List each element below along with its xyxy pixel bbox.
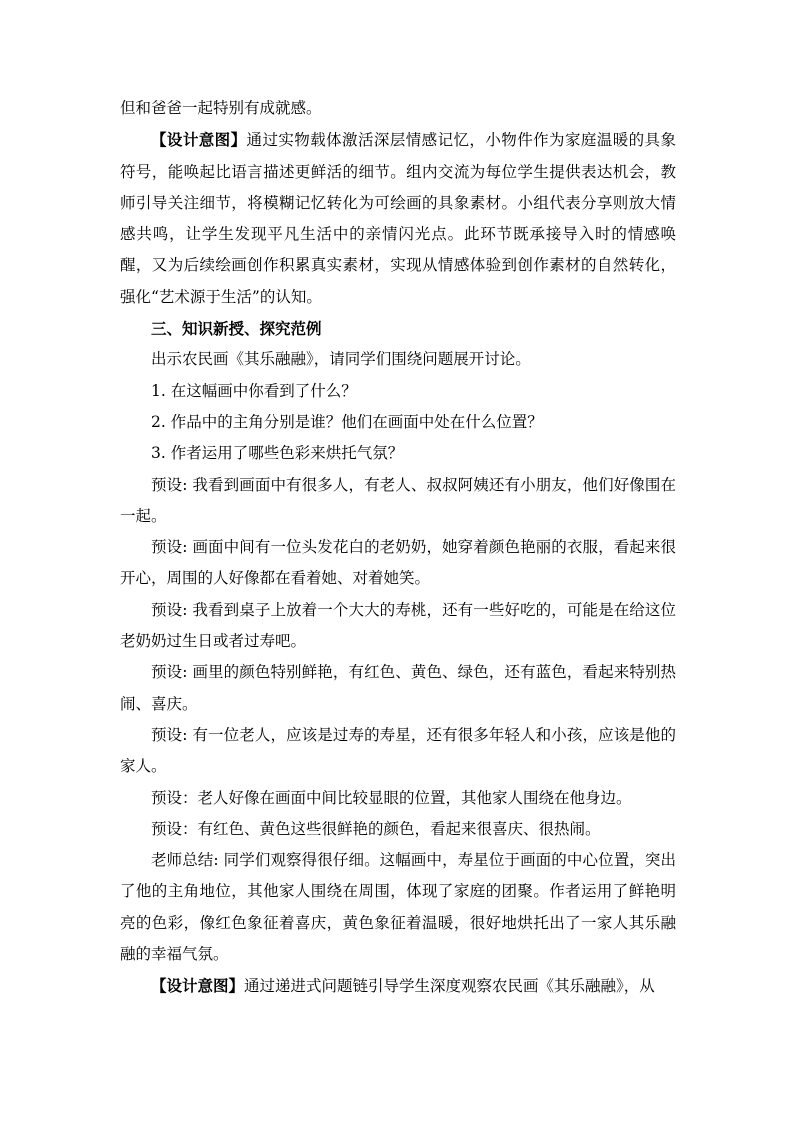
design-intent-label: 【设计意图】 [151, 976, 245, 996]
question-item: 2. 作品中的主角分别是谁？他们在画面中处在什么位置？ [151, 412, 543, 431]
paragraph-preset: 预设: 画面中间有一位头发花白的老奶奶，她穿着颜色艳丽的衣服，看起来很开心，周围的人好像都在看着她、对着她笑。 [120, 538, 676, 588]
paragraph-preset: 预设：老人好像在画面中间比较显眼的位置，其他家人围绕在他身边。 [151, 788, 632, 807]
paragraph-preset: 预设: 有一位老人，应该是过寿的寿星，还有很多年轻人和小孩，应该是他的家人。 [120, 725, 676, 776]
document-body [120, 93, 676, 1003]
paragraph-continuation: 但和爸爸一起特别有成就感。 [120, 99, 322, 117]
paragraph-preset: 预设: 我看到画面中有很多人，有老人、叔叔阿姨还有小朋友，他们好像围在一起。 [120, 475, 676, 525]
paragraph-design-intent: 【设计意图】通过递进式问题链引导学生深度观察农民画《其乐融融》，从 [151, 976, 655, 996]
question-item: 1. 在这幅画中你看到了什么？ [151, 381, 357, 400]
paragraph-preset: 预设：有红色、黄色这些很鲜艳的颜色，看起来很喜庆、很热闹。 [151, 819, 601, 838]
section-heading: 三、知识新授、探究范例 [151, 319, 322, 339]
design-intent-label: 【设计意图】 [151, 130, 247, 150]
question-item: 3. 作者运用了哪些色彩来烘托气氛？ [151, 444, 404, 463]
paragraph-preset: 预设: 画里的颜色特别鲜艳，有红色、黄色、绿色，还有蓝色，看起来特别热闹、喜庆。 [120, 663, 676, 713]
paragraph-intro: 出示农民画《其乐融融》，请同学们围绕问题展开讨论。 [151, 350, 531, 369]
paragraph-preset: 预设: 我看到桌子上放着一个大大的寿桃，还有一些好吃的，可能是在给这位老奶奶过生日或者过寿吧。 [120, 600, 676, 651]
paragraph-design-intent: 【设计意图】通过实物载体激活深层情感记忆，小物件作为家庭温暖的具象符号，能唤起比语言描述更鲜活的细节。组内交流为每位学生提供表达机会，教师引导关注细节，将模糊记忆转化为可绘画的具象素材。小组代表分享则放大情感共鸣，让学生发现平凡生活中的亲情闪光点。此环节既承接导入时的情感唤醒，又为后续绘画创作积累真实素材，实现从情感体验到创作素材的自然转化，强化“艺术源于生活”的认知。 [120, 130, 676, 306]
paragraph-teacher-summary: 老师总结: 同学们观察得很仔细。这幅画中，寿星位于画面的中心位置，突出了他的主角地位，其他家人围绕在周围，体现了家庭的团聚。作者运用了鲜艳明亮的色彩，像红色象征着喜庆，黄色象征着温暖，很好地烘托出了一家人其乐融融的幸福气氛。 [120, 851, 676, 964]
